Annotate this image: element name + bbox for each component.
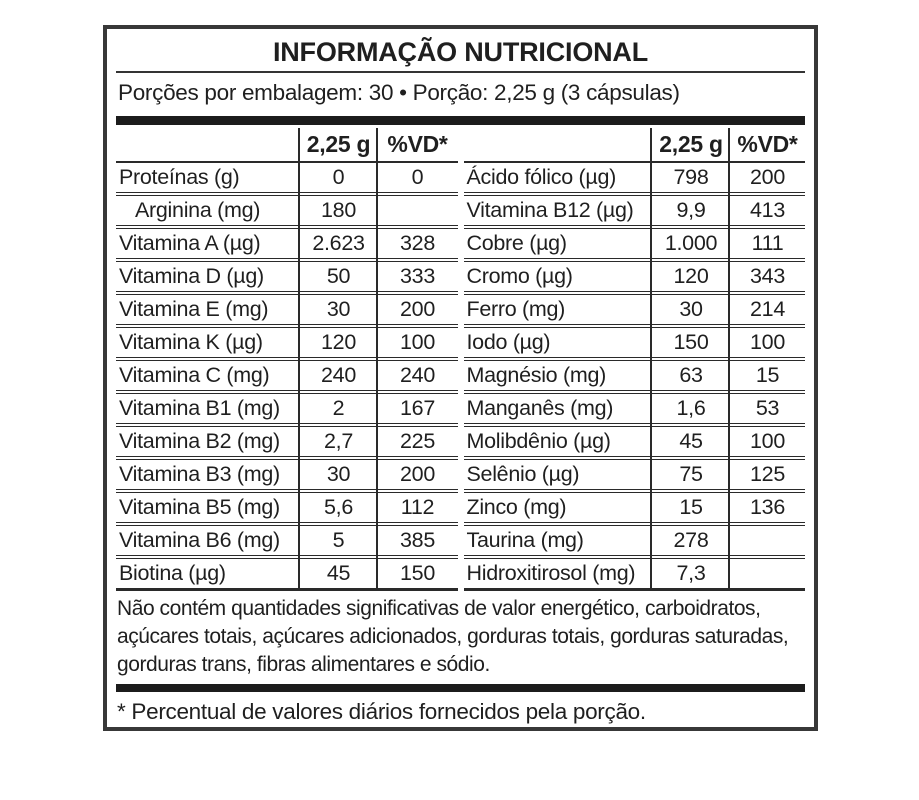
nutrient-amount: 75 bbox=[679, 462, 703, 486]
nutrient-dv: 333 bbox=[400, 264, 435, 288]
nutrient-name: Vitamina B3 (mg) bbox=[119, 462, 280, 486]
nutrient-dv: 111 bbox=[751, 231, 784, 255]
nutrient-row bbox=[464, 555, 806, 588]
nutrient-table-right bbox=[464, 128, 806, 591]
nutrient-table-left bbox=[116, 128, 458, 591]
servings-line: Porções por embalagem: 30 • Porção: 2,25 g (3 cápsulas) bbox=[118, 80, 680, 105]
nutrient-amount: 5 bbox=[332, 528, 345, 552]
nutrient-row bbox=[464, 192, 806, 225]
nutrient-amount: 0 bbox=[332, 165, 345, 189]
nutrient-row bbox=[464, 291, 806, 324]
nutrient-dv: 112 bbox=[400, 495, 435, 519]
nutrient-name: Vitamina B2 (mg) bbox=[119, 429, 280, 453]
nutrient-row bbox=[464, 225, 806, 258]
nutrient-amount: 180 bbox=[321, 198, 356, 222]
nutrient-amount: 240 bbox=[321, 363, 356, 387]
nutrient-row bbox=[464, 258, 806, 291]
nutrient-row bbox=[464, 522, 806, 555]
column-divider bbox=[728, 128, 730, 588]
nutrient-name: Ácido fólico (µg) bbox=[466, 165, 616, 189]
nutrient-dv: 214 bbox=[750, 297, 785, 321]
nutrient-dv: 167 bbox=[400, 396, 435, 420]
nutrient-amount: 30 bbox=[679, 297, 703, 321]
nutrient-name: Vitamina B5 (mg) bbox=[119, 495, 280, 519]
nutrient-amount: 798 bbox=[673, 165, 709, 189]
dv-column-header: %VD* bbox=[387, 131, 448, 157]
nutrient-name: Vitamina B12 (µg) bbox=[466, 198, 634, 222]
nutrient-dv: 100 bbox=[400, 330, 435, 354]
nutrient-row bbox=[116, 555, 458, 588]
nutrient-dv: 0 bbox=[411, 165, 424, 189]
nutrient-dv: 53 bbox=[755, 396, 780, 420]
nutrient-amount: 9,9 bbox=[676, 198, 706, 222]
nutrient-dv: 240 bbox=[400, 363, 435, 387]
nutrient-name: Vitamina E (mg) bbox=[119, 297, 269, 321]
dv-column-header: %VD* bbox=[737, 131, 798, 157]
bottom-thick-bar bbox=[116, 684, 805, 692]
nutrient-amount: 15 bbox=[679, 495, 703, 519]
nutrient-row bbox=[116, 291, 458, 324]
nutrient-dv: 385 bbox=[400, 528, 435, 552]
nutrient-amount: 45 bbox=[326, 561, 351, 585]
nutrient-name: Vitamina K (µg) bbox=[119, 330, 263, 354]
nutrient-amount: 50 bbox=[326, 264, 351, 288]
nutrient-row bbox=[116, 357, 458, 390]
nutrient-amount: 2,7 bbox=[324, 429, 353, 453]
nutrient-row bbox=[116, 161, 458, 192]
nutrient-amount: 45 bbox=[679, 429, 703, 453]
nutrient-amount: 7,3 bbox=[676, 561, 706, 585]
no-significant-amounts-text: Não contém quantidades significativas de valor energético, carboidratos, açúcares totais, açúcares adicionados, gorduras totais, gorduras saturadas, gorduras trans, fibras alimentares e sódio. bbox=[117, 597, 789, 676]
nutrient-amount: 120 bbox=[673, 264, 709, 288]
nutrient-row bbox=[116, 522, 458, 555]
nutrient-row bbox=[116, 390, 458, 423]
nutrient-dv: 200 bbox=[400, 462, 435, 486]
nutrient-name: Vitamina B6 (mg) bbox=[119, 528, 280, 552]
nutrient-dv: 328 bbox=[400, 231, 435, 255]
nutrient-amount: 30 bbox=[326, 462, 351, 486]
nutrient-name: Ferro (mg) bbox=[466, 297, 566, 321]
nutrient-amount: 1.000 bbox=[664, 231, 718, 255]
nutrient-name: Iodo (µg) bbox=[466, 330, 551, 354]
nutrient-name: Vitamina B1 (mg) bbox=[119, 396, 280, 420]
nutrient-amount: 63 bbox=[679, 363, 703, 387]
nutrient-row bbox=[464, 324, 806, 357]
nutrient-amount: 2.623 bbox=[312, 231, 365, 255]
nutrition-label bbox=[103, 25, 818, 731]
nutrient-row bbox=[464, 357, 806, 390]
nutrient-name: Vitamina D (µg) bbox=[119, 264, 264, 288]
nutrient-dv: 100 bbox=[750, 330, 785, 354]
nutrient-row bbox=[464, 489, 806, 522]
nutrient-dv: 15 bbox=[755, 363, 780, 387]
nutrient-name: Vitamina A (µg) bbox=[119, 231, 261, 255]
nutrient-dv: 100 bbox=[750, 429, 785, 453]
nutrient-amount: 278 bbox=[673, 528, 709, 552]
nutrient-amount: 120 bbox=[321, 330, 356, 354]
nutrient-name: Cobre (µg) bbox=[466, 231, 567, 255]
nutrient-name: Arginina (mg) bbox=[135, 198, 261, 222]
nutrient-row bbox=[464, 161, 806, 192]
nutrient-amount: 150 bbox=[673, 330, 709, 354]
nutrient-row bbox=[116, 489, 458, 522]
nutrient-name: Molibdênio (µg) bbox=[466, 429, 611, 453]
nutrient-name: Taurina (mg) bbox=[466, 528, 584, 552]
nutrient-name: Cromo (µg) bbox=[466, 264, 573, 288]
daily-values-footnote: * Percentual de valores diários fornecidos pela porção. bbox=[117, 699, 646, 724]
nutrient-name: Hidroxitirosol (mg) bbox=[466, 561, 636, 585]
nutrient-row bbox=[116, 456, 458, 489]
nutrient-name: Proteínas (g) bbox=[119, 165, 240, 189]
nutrient-row bbox=[464, 423, 806, 456]
nutrient-dv: 343 bbox=[750, 264, 785, 288]
nutrient-row bbox=[116, 258, 458, 291]
nutrient-dv: 200 bbox=[750, 165, 785, 189]
column-divider bbox=[298, 128, 300, 588]
label-title: INFORMAÇÃO NUTRICIONAL bbox=[272, 37, 649, 67]
nutrient-row bbox=[116, 225, 458, 258]
nutrient-name: Biotina (µg) bbox=[119, 561, 226, 585]
nutrient-name: Manganês (mg) bbox=[466, 396, 614, 420]
nutrient-tables bbox=[116, 128, 805, 591]
nutrient-amount: 2 bbox=[332, 396, 345, 420]
nutrient-name: Magnésio (mg) bbox=[466, 363, 606, 387]
nutrient-dv: 225 bbox=[400, 429, 435, 453]
column-divider bbox=[650, 128, 652, 588]
amount-column-header: 2,25 g bbox=[306, 131, 371, 157]
table-header-row bbox=[464, 128, 806, 161]
nutrient-amount: 30 bbox=[326, 297, 351, 321]
nutrient-row bbox=[464, 390, 806, 423]
nutrient-amount: 1,6 bbox=[676, 396, 706, 420]
nutrient-row bbox=[116, 324, 458, 357]
nutrient-dv: 136 bbox=[750, 495, 785, 519]
amount-column-header: 2,25 g bbox=[659, 131, 723, 157]
nutrient-dv: 125 bbox=[750, 462, 785, 486]
nutrient-name: Zinco (mg) bbox=[466, 495, 567, 519]
nutrient-dv: 150 bbox=[400, 561, 435, 585]
nutrient-row bbox=[116, 423, 458, 456]
nutrient-dv: 200 bbox=[400, 297, 435, 321]
nutrient-row bbox=[116, 192, 458, 225]
nutrient-dv: 413 bbox=[750, 198, 785, 222]
nutrient-name: Selênio (µg) bbox=[466, 462, 580, 486]
top-thick-bar bbox=[116, 116, 805, 125]
nutrient-amount: 5,6 bbox=[324, 495, 353, 519]
nutrient-name: Vitamina C (mg) bbox=[119, 363, 270, 387]
table-header-row bbox=[116, 128, 458, 161]
nutrient-row bbox=[464, 456, 806, 489]
column-divider bbox=[376, 128, 378, 588]
